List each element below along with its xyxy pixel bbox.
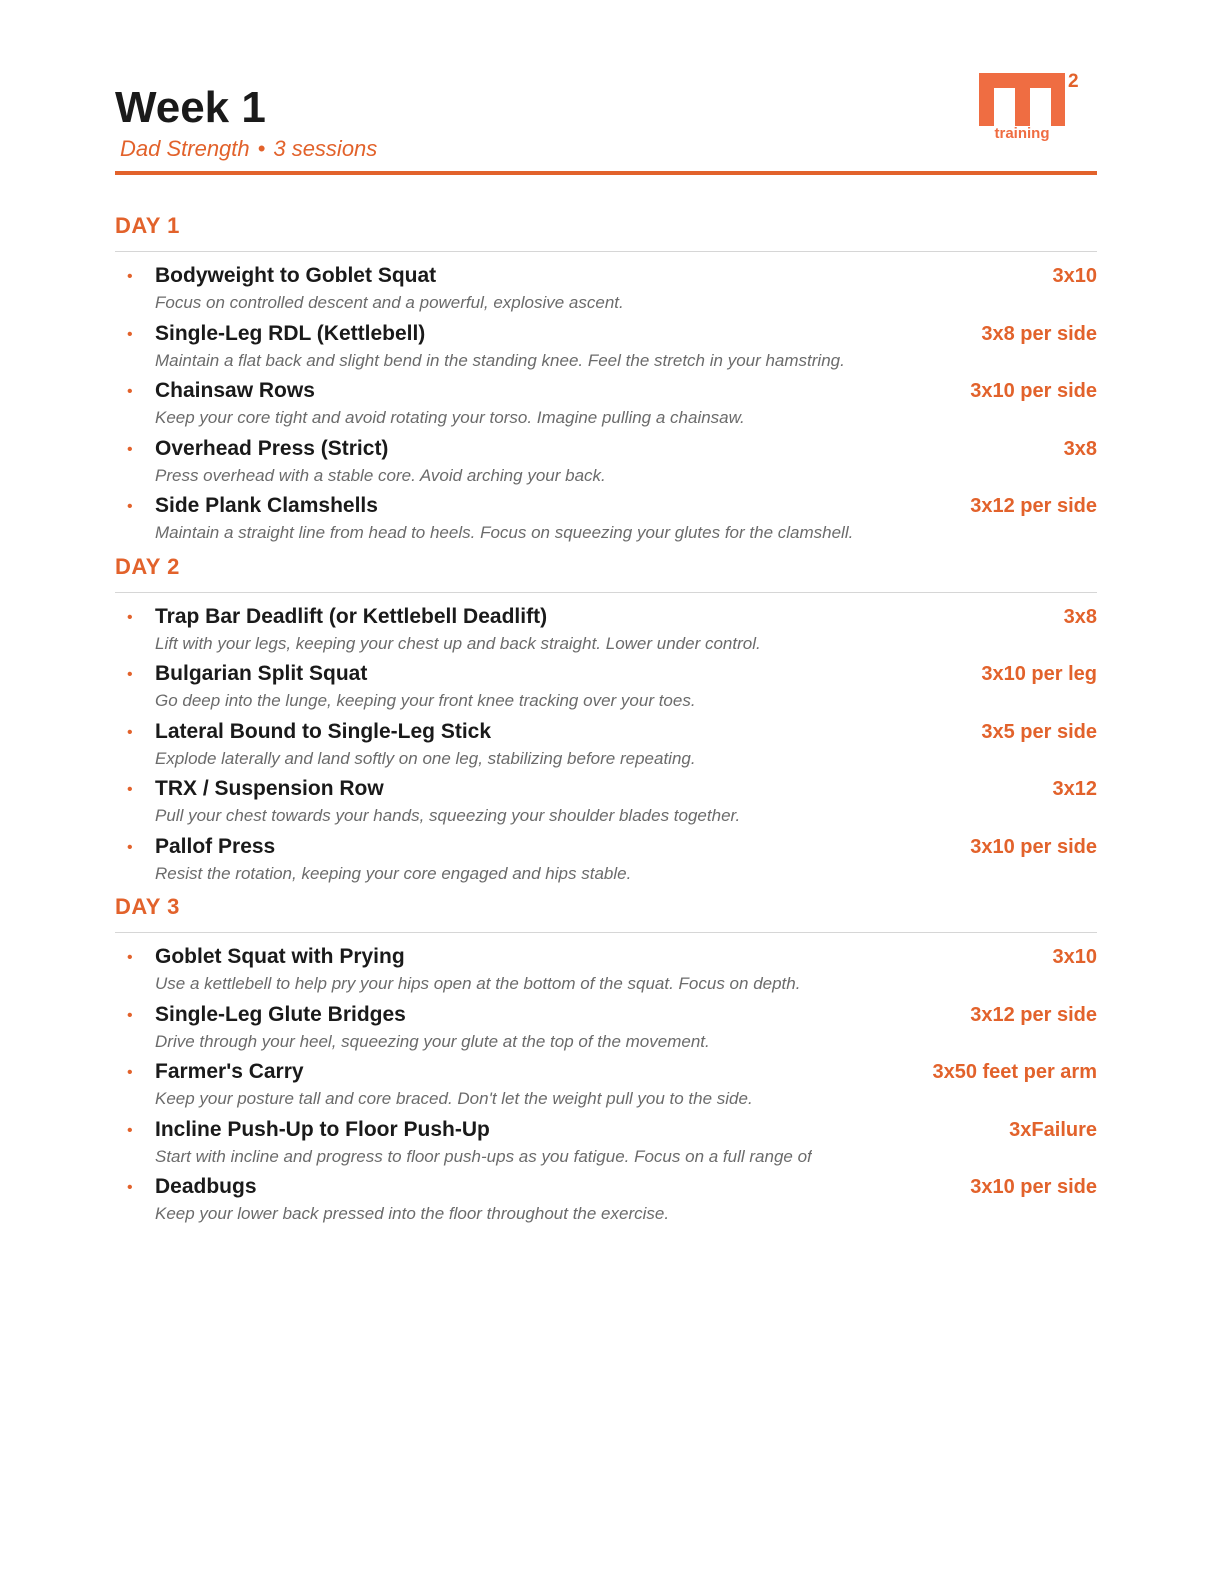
logo-m-shape bbox=[979, 73, 1065, 126]
exercise-item bbox=[115, 660, 1097, 718]
day-section bbox=[115, 893, 1097, 1231]
exercise-sets: 3x50 feet per arm bbox=[932, 1061, 1097, 1083]
exercise-item bbox=[115, 833, 1097, 891]
exercise-sets: 3x10 per leg bbox=[981, 663, 1097, 685]
exercise-item bbox=[115, 262, 1097, 320]
days-container bbox=[115, 212, 1097, 1234]
subtitle-separator: • bbox=[257, 136, 266, 161]
exercise-note: Lift with your legs, keeping your chest up and back straight. Lower under control. bbox=[155, 633, 761, 653]
exercise-name: Overhead Press (Strict) bbox=[155, 436, 389, 460]
exercise-name: Single-Leg RDL (Kettlebell) bbox=[155, 321, 426, 345]
day-section bbox=[115, 553, 1097, 891]
day-heading: DAY 2 bbox=[115, 553, 180, 579]
exercise-name: Pallof Press bbox=[155, 834, 276, 858]
exercise-note: Use a kettlebell to help pry your hips open at the bottom of the squat. Focus on depth. bbox=[155, 974, 801, 993]
header-divider bbox=[115, 171, 1097, 175]
exercise-sets: 3x10 per side bbox=[970, 835, 1097, 858]
bullet-icon: • bbox=[127, 1064, 133, 1081]
logo-superscript: 2 bbox=[1068, 71, 1079, 92]
bullet-icon: • bbox=[127, 1121, 133, 1139]
exercise-item bbox=[115, 1058, 1097, 1116]
exercise-item bbox=[115, 1001, 1097, 1059]
exercise-note: Focus on controlled descent and a powerful, explosive ascent. bbox=[155, 293, 624, 312]
day-divider bbox=[115, 932, 1097, 933]
exercise-note: Keep your posture tall and core braced. Don't let the weight pull you to the side. bbox=[155, 1089, 753, 1108]
exercise-name: Deadbugs bbox=[155, 1175, 257, 1198]
exercise-item bbox=[115, 377, 1097, 435]
exercise-item bbox=[115, 943, 1097, 1001]
bullet-icon: • bbox=[127, 383, 133, 400]
exercise-note: Explode laterally and land softly on one leg, stabilizing before repeating. bbox=[155, 748, 696, 768]
bullet-icon: • bbox=[127, 440, 133, 458]
exercise-name: Lateral Bound to Single-Leg Stick bbox=[155, 719, 492, 743]
exercise-note: Drive through your heel, squeezing your glute at the top of the movement. bbox=[155, 1031, 710, 1051]
bullet-icon: • bbox=[127, 949, 133, 966]
exercise-sets: 3x10 per side bbox=[970, 380, 1097, 402]
bullet-icon: • bbox=[127, 268, 133, 285]
exercise-sets: 3x10 bbox=[1052, 946, 1097, 968]
exercise-name: Side Plank Clamshells bbox=[155, 494, 378, 517]
exercise-note: Maintain a straight line from head to heels. Focus on squeezing your glutes for the clamshell. bbox=[155, 523, 854, 542]
exercise-item bbox=[115, 492, 1097, 550]
exercise-name: Bulgarian Split Squat bbox=[155, 662, 368, 685]
exercise-item bbox=[115, 320, 1097, 378]
exercise-name: Single-Leg Glute Bridges bbox=[155, 1002, 406, 1026]
exercise-note: Keep your core tight and avoid rotating your torso. Imagine pulling a chainsaw. bbox=[155, 408, 745, 427]
day-divider bbox=[115, 251, 1097, 252]
exercise-item bbox=[115, 775, 1097, 833]
exercise-name: Bodyweight to Goblet Squat bbox=[155, 264, 437, 287]
page-header bbox=[115, 0, 1097, 176]
page-title: Week 1 bbox=[115, 83, 266, 132]
exercise-note: Maintain a flat back and slight bend in the standing knee. Feel the stretch in your hamstring. bbox=[155, 350, 845, 370]
day-heading: DAY 3 bbox=[115, 894, 180, 919]
exercise-note: Resist the rotation, keeping your core engaged and hips stable. bbox=[155, 863, 632, 883]
bullet-icon: • bbox=[127, 723, 133, 741]
exercise-note: Pull your chest towards your hands, squeezing your shoulder blades together. bbox=[155, 806, 741, 825]
bullet-icon: • bbox=[127, 781, 133, 798]
exercise-sets: 3x12 per side bbox=[970, 495, 1097, 517]
exercise-sets: 3x10 per side bbox=[970, 1176, 1097, 1198]
bullet-icon: • bbox=[127, 666, 133, 683]
logo-text: training bbox=[994, 125, 1050, 142]
exercise-sets: 3x8 per side bbox=[981, 322, 1097, 345]
exercise-name: Chainsaw Rows bbox=[155, 379, 315, 402]
exercise-name: Trap Bar Deadlift (or Kettlebell Deadlift) bbox=[155, 604, 548, 628]
exercise-sets: 3x8 bbox=[1063, 605, 1097, 628]
exercise-name: Incline Push-Up to Floor Push-Up bbox=[155, 1117, 490, 1141]
exercise-sets: 3x10 bbox=[1052, 265, 1097, 287]
exercise-sets: 3x5 per side bbox=[981, 720, 1097, 743]
workout-page bbox=[115, 0, 1097, 1223]
session-count: 3 sessions bbox=[273, 136, 378, 161]
exercise-name: TRX / Suspension Row bbox=[155, 777, 384, 800]
exercise-item bbox=[115, 1116, 1097, 1174]
bullet-icon: • bbox=[127, 325, 133, 343]
bullet-icon: • bbox=[127, 498, 133, 515]
exercise-sets: 3x12 bbox=[1052, 778, 1097, 800]
exercise-note: Press overhead with a stable core. Avoid arching your back. bbox=[155, 465, 606, 485]
day-heading: DAY 1 bbox=[115, 213, 180, 238]
exercise-item bbox=[115, 718, 1097, 776]
exercise-name: Goblet Squat with Prying bbox=[155, 945, 405, 968]
bullet-icon: • bbox=[127, 1179, 133, 1196]
day-divider bbox=[115, 592, 1097, 593]
exercise-note: Keep your lower back pressed into the floor throughout the exercise. bbox=[155, 1204, 670, 1223]
exercise-sets: 3xFailure bbox=[1009, 1118, 1097, 1141]
bullet-icon: • bbox=[127, 1006, 133, 1024]
exercise-sets: 3x8 bbox=[1063, 437, 1097, 460]
m2-training-logo bbox=[977, 68, 1087, 143]
exercise-item bbox=[115, 1173, 1097, 1231]
page-subtitle bbox=[120, 135, 377, 163]
exercise-sets: 3x12 per side bbox=[970, 1003, 1097, 1026]
exercise-note: Start with incline and progress to floor push-ups as you fatigue. Focus on a full range of bbox=[155, 1146, 812, 1166]
program-name: Dad Strength bbox=[120, 136, 250, 161]
day-section bbox=[115, 212, 1097, 550]
exercise-item bbox=[115, 603, 1097, 661]
bullet-icon: • bbox=[127, 608, 133, 626]
exercise-item bbox=[115, 435, 1097, 493]
bullet-icon: • bbox=[127, 838, 133, 856]
exercise-note: Go deep into the lunge, keeping your front knee tracking over your toes. bbox=[155, 691, 696, 710]
exercise-name: Farmer's Carry bbox=[155, 1060, 304, 1083]
